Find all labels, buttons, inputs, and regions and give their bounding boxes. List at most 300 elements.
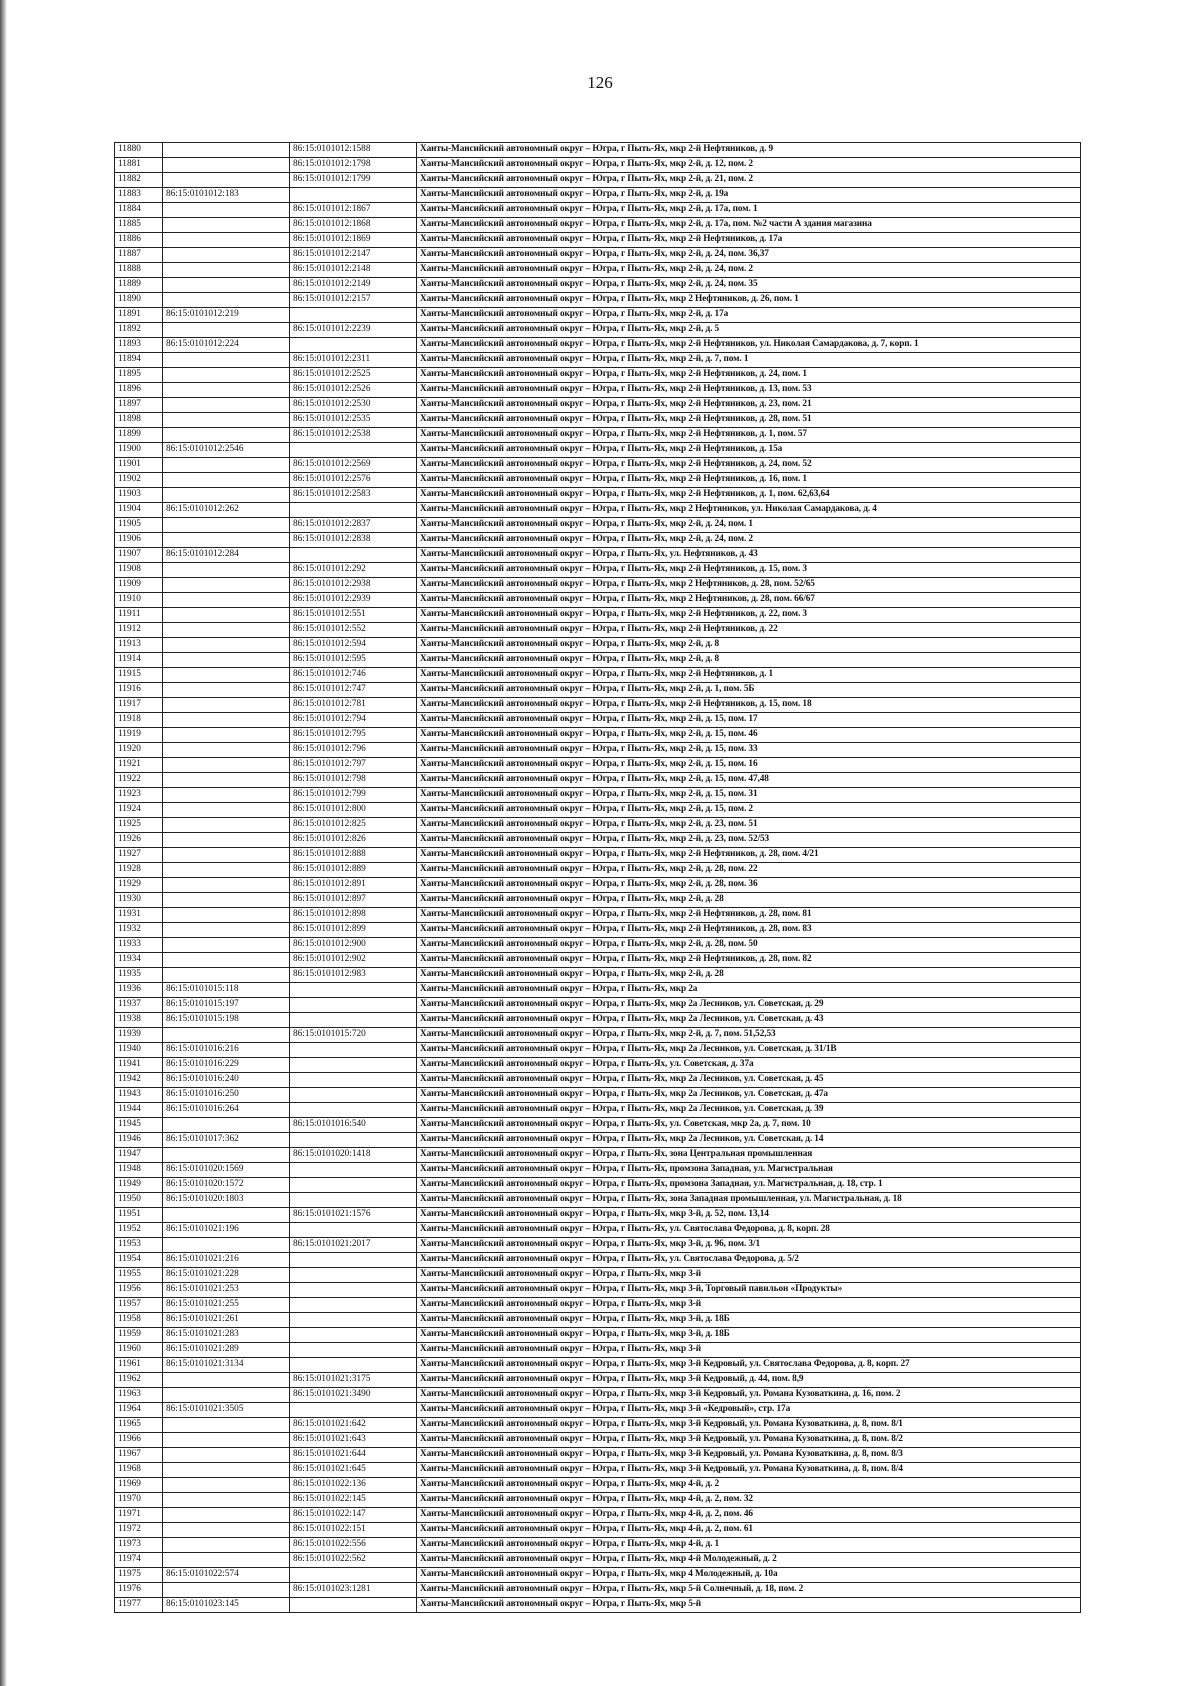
address-cell: Ханты-Мансийский автономный округ – Югра, г Пыть-Ях, мкр 2-й, д. 15, пом. 2	[417, 803, 1081, 818]
address-cell: Ханты-Мансийский автономный округ – Югра, г Пыть-Ях, мкр 2-й Нефтяников, д. 22	[417, 623, 1081, 638]
row-number-cell: 11967	[115, 1448, 163, 1463]
object-cadastral-number-cell	[290, 1268, 417, 1283]
object-cadastral-number-cell	[290, 1178, 417, 1193]
land-cadastral-number-cell	[163, 1388, 290, 1403]
table-row	[115, 1148, 1081, 1163]
land-cadastral-number-cell: 86:15:0101021:196	[163, 1223, 290, 1238]
object-cadastral-number-cell: 86:15:0101012:2838	[290, 533, 417, 548]
land-cadastral-number-cell: 86:15:0101012:284	[163, 548, 290, 563]
land-cadastral-number-cell	[163, 623, 290, 638]
land-cadastral-number-cell	[163, 938, 290, 953]
row-number-cell: 11931	[115, 908, 163, 923]
row-number-cell: 11959	[115, 1328, 163, 1343]
address-cell: Ханты-Мансийский автономный округ – Югра, г Пыть-Ях, мкр 2-й, д. 17а	[417, 308, 1081, 323]
land-cadastral-number-cell	[163, 743, 290, 758]
row-number-cell: 11947	[115, 1148, 163, 1163]
address-cell: Ханты-Мансийский автономный округ – Югра, г Пыть-Ях, зона Центральная промышленная	[417, 1148, 1081, 1163]
address-cell: Ханты-Мансийский автономный округ – Югра, г Пыть-Ях, мкр 2-й, д. 15, пом. 33	[417, 743, 1081, 758]
land-cadastral-number-cell	[163, 413, 290, 428]
address-cell: Ханты-Мансийский автономный округ – Югра, г Пыть-Ях, мкр 2 Нефтяников, д. 28, пом. 52/65	[417, 578, 1081, 593]
address-cell: Ханты-Мансийский автономный округ – Югра, г Пыть-Ях, мкр 2-й, д. 12, пом. 2	[417, 158, 1081, 173]
address-cell: Ханты-Мансийский автономный округ – Югра, г Пыть-Ях, мкр 3-й Кедровый, д. 44, пом. 8,9	[417, 1373, 1081, 1388]
object-cadastral-number-cell: 86:15:0101012:2526	[290, 383, 417, 398]
table-row	[115, 428, 1081, 443]
object-cadastral-number-cell	[290, 1343, 417, 1358]
table-row	[115, 1373, 1081, 1388]
address-cell: Ханты-Мансийский автономный округ – Югра, г Пыть-Ях, ул. Советская, мкр 2а, д. 7, пом. 10	[417, 1118, 1081, 1133]
land-cadastral-number-cell: 86:15:0101012:219	[163, 308, 290, 323]
land-cadastral-number-cell	[163, 323, 290, 338]
address-cell: Ханты-Мансийский автономный округ – Югра, г Пыть-Ях, мкр 2-й, д. 23, пом. 51	[417, 818, 1081, 833]
row-number-cell: 11952	[115, 1223, 163, 1238]
table-row	[115, 998, 1081, 1013]
land-cadastral-number-cell	[163, 263, 290, 278]
land-cadastral-number-cell	[163, 1433, 290, 1448]
land-cadastral-number-cell: 86:15:0101020:1803	[163, 1193, 290, 1208]
land-cadastral-number-cell	[163, 248, 290, 263]
object-cadastral-number-cell	[290, 1598, 417, 1613]
row-number-cell: 11936	[115, 983, 163, 998]
address-cell: Ханты-Мансийский автономный округ – Югра, г Пыть-Ях, мкр 3-й, д. 18Б	[417, 1313, 1081, 1328]
row-number-cell: 11971	[115, 1508, 163, 1523]
address-cell: Ханты-Мансийский автономный округ – Югра, г Пыть-Ях, мкр 2-й, д. 15, пом. 16	[417, 758, 1081, 773]
address-cell: Ханты-Мансийский автономный округ – Югра, г Пыть-Ях, мкр 2а	[417, 983, 1081, 998]
table-row	[115, 173, 1081, 188]
object-cadastral-number-cell: 86:15:0101022:562	[290, 1553, 417, 1568]
address-cell: Ханты-Мансийский автономный округ – Югра, г Пыть-Ях, мкр 4-й, д. 1	[417, 1538, 1081, 1553]
land-cadastral-number-cell	[163, 788, 290, 803]
address-cell: Ханты-Мансийский автономный округ – Югра, г Пыть-Ях, мкр 3-й Кедровый, ул. Романа Кузоваткина, д. 8, пом. 8/1	[417, 1418, 1081, 1433]
object-cadastral-number-cell	[290, 1298, 417, 1313]
row-number-cell: 11928	[115, 863, 163, 878]
row-number-cell: 11883	[115, 188, 163, 203]
land-cadastral-number-cell	[163, 698, 290, 713]
table-row	[115, 278, 1081, 293]
table-row	[115, 818, 1081, 833]
table-row	[115, 653, 1081, 668]
table-row	[115, 143, 1081, 158]
land-cadastral-number-cell: 86:15:0101020:1572	[163, 1178, 290, 1193]
land-cadastral-number-cell	[163, 1493, 290, 1508]
address-cell: Ханты-Мансийский автономный округ – Югра, г Пыть-Ях, мкр 2-й Нефтяников, д. 24, пом. 1	[417, 368, 1081, 383]
table-row	[115, 1133, 1081, 1148]
address-cell: Ханты-Мансийский автономный округ – Югра, г Пыть-Ях, мкр 3-й Кедровый, ул. Святослава Федорова, д. 8, корп. 27	[417, 1358, 1081, 1373]
object-cadastral-number-cell: 86:15:0101012:2939	[290, 593, 417, 608]
table-row	[115, 248, 1081, 263]
land-cadastral-number-cell	[163, 713, 290, 728]
row-number-cell: 11927	[115, 848, 163, 863]
row-number-cell: 11945	[115, 1118, 163, 1133]
row-number-cell: 11956	[115, 1283, 163, 1298]
object-cadastral-number-cell	[290, 188, 417, 203]
table-row	[115, 353, 1081, 368]
object-cadastral-number-cell: 86:15:0101012:1869	[290, 233, 417, 248]
object-cadastral-number-cell: 86:15:0101021:645	[290, 1463, 417, 1478]
table-row	[115, 1463, 1081, 1478]
table-row	[115, 1358, 1081, 1373]
table-row	[115, 803, 1081, 818]
object-cadastral-number-cell	[290, 1328, 417, 1343]
row-number-cell: 11922	[115, 773, 163, 788]
land-cadastral-number-cell	[163, 818, 290, 833]
row-number-cell: 11940	[115, 1043, 163, 1058]
object-cadastral-number-cell	[290, 1163, 417, 1178]
object-cadastral-number-cell: 86:15:0101012:2583	[290, 488, 417, 503]
row-number-cell: 11882	[115, 173, 163, 188]
land-cadastral-number-cell	[163, 1208, 290, 1223]
table-row	[115, 548, 1081, 563]
address-cell: Ханты-Мансийский автономный округ – Югра, г Пыть-Ях, мкр 5-й Солнечный, д. 18, пом. 2	[417, 1583, 1081, 1598]
address-cell: Ханты-Мансийский автономный округ – Югра, г Пыть-Ях, мкр 2-й, д. 7, пом. 1	[417, 353, 1081, 368]
table-row	[115, 1448, 1081, 1463]
land-cadastral-number-cell: 86:15:0101021:253	[163, 1283, 290, 1298]
row-number-cell: 11908	[115, 563, 163, 578]
row-number-cell: 11907	[115, 548, 163, 563]
object-cadastral-number-cell: 86:15:0101021:2017	[290, 1238, 417, 1253]
row-number-cell: 11909	[115, 578, 163, 593]
address-cell: Ханты-Мансийский автономный округ – Югра, г Пыть-Ях, мкр 2а Лесников, ул. Советская, д. 47а	[417, 1088, 1081, 1103]
address-cell: Ханты-Мансийский автономный округ – Югра, г Пыть-Ях, мкр 2а Лесников, ул. Советская, д. 14	[417, 1133, 1081, 1148]
object-cadastral-number-cell	[290, 1103, 417, 1118]
row-number-cell: 11917	[115, 698, 163, 713]
registry-table-body	[115, 143, 1081, 1613]
address-cell: Ханты-Мансийский автономный округ – Югра, г Пыть-Ях, мкр 2-й, д. 28, пом. 50	[417, 938, 1081, 953]
land-cadastral-number-cell: 86:15:0101016:216	[163, 1043, 290, 1058]
address-cell: Ханты-Мансийский автономный округ – Югра, г Пыть-Ях, мкр 2-й, д. 15, пом. 31	[417, 788, 1081, 803]
row-number-cell: 11891	[115, 308, 163, 323]
table-row	[115, 533, 1081, 548]
address-cell: Ханты-Мансийский автономный округ – Югра, г Пыть-Ях, промзона Западная, ул. Магистральная, д. 18, стр. 1	[417, 1178, 1081, 1193]
object-cadastral-number-cell	[290, 503, 417, 518]
address-cell: Ханты-Мансийский автономный округ – Югра, г Пыть-Ях, ул. Советская, д. 37а	[417, 1058, 1081, 1073]
object-cadastral-number-cell: 86:15:0101012:798	[290, 773, 417, 788]
land-cadastral-number-cell	[163, 1463, 290, 1478]
address-cell: Ханты-Мансийский автономный округ – Югра, г Пыть-Ях, мкр 2а Лесников, ул. Советская, д. 31/1В	[417, 1043, 1081, 1058]
object-cadastral-number-cell	[290, 998, 417, 1013]
table-row	[115, 458, 1081, 473]
table-row	[115, 1553, 1081, 1568]
address-cell: Ханты-Мансийский автономный округ – Югра, г Пыть-Ях, мкр 2-й Нефтяников, д. 15, пом. 3	[417, 563, 1081, 578]
table-row	[115, 1238, 1081, 1253]
table-row	[115, 398, 1081, 413]
land-cadastral-number-cell	[163, 1028, 290, 1043]
object-cadastral-number-cell: 86:15:0101021:644	[290, 1448, 417, 1463]
object-cadastral-number-cell: 86:15:0101012:889	[290, 863, 417, 878]
row-number-cell: 11977	[115, 1598, 163, 1613]
address-cell: Ханты-Мансийский автономный округ – Югра, г Пыть-Ях, мкр 3-й «Кедровый», стр. 17а	[417, 1403, 1081, 1418]
table-row	[115, 1478, 1081, 1493]
table-row	[115, 1508, 1081, 1523]
land-cadastral-number-cell	[163, 473, 290, 488]
row-number-cell: 11964	[115, 1403, 163, 1418]
row-number-cell: 11974	[115, 1553, 163, 1568]
land-cadastral-number-cell: 86:15:0101021:3134	[163, 1358, 290, 1373]
table-row	[115, 908, 1081, 923]
row-number-cell: 11902	[115, 473, 163, 488]
land-cadastral-number-cell	[163, 968, 290, 983]
address-cell: Ханты-Мансийский автономный округ – Югра, г Пыть-Ях, мкр 2а Лесников, ул. Советская, д. 29	[417, 998, 1081, 1013]
object-cadastral-number-cell	[290, 308, 417, 323]
table-row	[115, 323, 1081, 338]
object-cadastral-number-cell: 86:15:0101012:2157	[290, 293, 417, 308]
land-cadastral-number-cell	[163, 173, 290, 188]
address-cell: Ханты-Мансийский автономный округ – Югра, г Пыть-Ях, мкр 2-й, д. 7, пом. 51,52,53	[417, 1028, 1081, 1043]
object-cadastral-number-cell	[290, 1058, 417, 1073]
row-number-cell: 11935	[115, 968, 163, 983]
land-cadastral-number-cell	[163, 353, 290, 368]
table-row	[115, 1418, 1081, 1433]
row-number-cell: 11968	[115, 1463, 163, 1478]
land-cadastral-number-cell	[163, 638, 290, 653]
row-number-cell: 11937	[115, 998, 163, 1013]
table-row	[115, 593, 1081, 608]
table-row	[115, 713, 1081, 728]
address-cell: Ханты-Мансийский автономный округ – Югра, г Пыть-Ях, мкр 2-й, д. 15, пом. 47,48	[417, 773, 1081, 788]
table-row	[115, 1298, 1081, 1313]
table-row	[115, 443, 1081, 458]
object-cadastral-number-cell: 86:15:0101012:1798	[290, 158, 417, 173]
land-cadastral-number-cell	[163, 293, 290, 308]
table-row	[115, 758, 1081, 773]
table-row	[115, 1268, 1081, 1283]
land-cadastral-number-cell: 86:15:0101021:3505	[163, 1403, 290, 1418]
land-cadastral-number-cell	[163, 563, 290, 578]
table-row	[115, 1388, 1081, 1403]
table-row	[115, 158, 1081, 173]
table-row	[115, 1088, 1081, 1103]
row-number-cell: 11910	[115, 593, 163, 608]
table-row	[115, 413, 1081, 428]
table-row	[115, 263, 1081, 278]
object-cadastral-number-cell: 86:15:0101012:1868	[290, 218, 417, 233]
row-number-cell: 11965	[115, 1418, 163, 1433]
land-cadastral-number-cell	[163, 1238, 290, 1253]
object-cadastral-number-cell: 86:15:0101012:594	[290, 638, 417, 653]
table-row	[115, 503, 1081, 518]
table-row	[115, 1178, 1081, 1193]
address-cell: Ханты-Мансийский автономный округ – Югра, г Пыть-Ях, мкр 3-й Кедровый, ул. Романа Кузоваткина, д. 16, пом. 2	[417, 1388, 1081, 1403]
land-cadastral-number-cell: 86:15:0101016:240	[163, 1073, 290, 1088]
object-cadastral-number-cell: 86:15:0101012:797	[290, 758, 417, 773]
row-number-cell: 11954	[115, 1253, 163, 1268]
row-number-cell: 11892	[115, 323, 163, 338]
row-number-cell: 11962	[115, 1373, 163, 1388]
row-number-cell: 11901	[115, 458, 163, 473]
object-cadastral-number-cell: 86:15:0101012:292	[290, 563, 417, 578]
table-row	[115, 683, 1081, 698]
row-number-cell: 11938	[115, 1013, 163, 1028]
row-number-cell: 11960	[115, 1343, 163, 1358]
land-cadastral-number-cell	[163, 533, 290, 548]
land-cadastral-number-cell	[163, 758, 290, 773]
object-cadastral-number-cell: 86:15:0101012:2938	[290, 578, 417, 593]
address-cell: Ханты-Мансийский автономный округ – Югра, г Пыть-Ях, мкр 2-й, д. 24, пом. 2	[417, 533, 1081, 548]
object-cadastral-number-cell: 86:15:0101012:1867	[290, 203, 417, 218]
row-number-cell: 11911	[115, 608, 163, 623]
land-cadastral-number-cell	[163, 488, 290, 503]
object-cadastral-number-cell: 86:15:0101012:2530	[290, 398, 417, 413]
table-row	[115, 1523, 1081, 1538]
table-row	[115, 1328, 1081, 1343]
object-cadastral-number-cell: 86:15:0101012:2525	[290, 368, 417, 383]
land-cadastral-number-cell	[163, 1583, 290, 1598]
object-cadastral-number-cell: 86:15:0101012:902	[290, 953, 417, 968]
row-number-cell: 11898	[115, 413, 163, 428]
object-cadastral-number-cell: 86:15:0101012:897	[290, 893, 417, 908]
land-cadastral-number-cell: 86:15:0101012:262	[163, 503, 290, 518]
registry-table	[114, 142, 1081, 1613]
row-number-cell: 11948	[115, 1163, 163, 1178]
object-cadastral-number-cell	[290, 1568, 417, 1583]
land-cadastral-number-cell	[163, 848, 290, 863]
row-number-cell: 11924	[115, 803, 163, 818]
address-cell: Ханты-Мансийский автономный округ – Югра, г Пыть-Ях, мкр 4-й, д. 2, пом. 32	[417, 1493, 1081, 1508]
land-cadastral-number-cell: 86:15:0101016:264	[163, 1103, 290, 1118]
table-row	[115, 743, 1081, 758]
address-cell: Ханты-Мансийский автономный округ – Югра, г Пыть-Ях, ул. Святослава Федорова, д. 8, корп. 28	[417, 1223, 1081, 1238]
object-cadastral-number-cell: 86:15:0101012:796	[290, 743, 417, 758]
row-number-cell: 11946	[115, 1133, 163, 1148]
land-cadastral-number-cell	[163, 1418, 290, 1433]
land-cadastral-number-cell: 86:15:0101023:145	[163, 1598, 290, 1613]
object-cadastral-number-cell: 86:15:0101016:540	[290, 1118, 417, 1133]
land-cadastral-number-cell	[163, 278, 290, 293]
land-cadastral-number-cell: 86:15:0101012:2546	[163, 443, 290, 458]
address-cell: Ханты-Мансийский автономный округ – Югра, г Пыть-Ях, мкр 2-й, д. 28	[417, 968, 1081, 983]
row-number-cell: 11887	[115, 248, 163, 263]
row-number-cell: 11906	[115, 533, 163, 548]
land-cadastral-number-cell	[163, 923, 290, 938]
address-cell: Ханты-Мансийский автономный округ – Югра, г Пыть-Ях, мкр 2-й Нефтяников, д. 28, пом. 51	[417, 413, 1081, 428]
row-number-cell: 11889	[115, 278, 163, 293]
row-number-cell: 11955	[115, 1268, 163, 1283]
row-number-cell: 11926	[115, 833, 163, 848]
object-cadastral-number-cell	[290, 1043, 417, 1058]
address-cell: Ханты-Мансийский автономный округ – Югра, г Пыть-Ях, мкр 2-й Нефтяников, д. 28, пом. 81	[417, 908, 1081, 923]
address-cell: Ханты-Мансийский автономный округ – Югра, г Пыть-Ях, ул. Святослава Федорова, д. 5/2	[417, 1253, 1081, 1268]
row-number-cell: 11899	[115, 428, 163, 443]
row-number-cell: 11918	[115, 713, 163, 728]
land-cadastral-number-cell: 86:15:0101021:228	[163, 1268, 290, 1283]
object-cadastral-number-cell: 86:15:0101012:826	[290, 833, 417, 848]
land-cadastral-number-cell	[163, 593, 290, 608]
table-row	[115, 218, 1081, 233]
row-number-cell: 11966	[115, 1433, 163, 1448]
table-row	[115, 623, 1081, 638]
row-number-cell: 11896	[115, 383, 163, 398]
table-row	[115, 338, 1081, 353]
address-cell: Ханты-Мансийский автономный округ – Югра, г Пыть-Ях, мкр 2-й, д. 28, пом. 36	[417, 878, 1081, 893]
table-row	[115, 518, 1081, 533]
table-row	[115, 983, 1081, 998]
land-cadastral-number-cell	[163, 803, 290, 818]
address-cell: Ханты-Мансийский автономный округ – Югра, г Пыть-Ях, промзона Западная, ул. Магистральная	[417, 1163, 1081, 1178]
row-number-cell: 11895	[115, 368, 163, 383]
table-row	[115, 473, 1081, 488]
table-row	[115, 1493, 1081, 1508]
row-number-cell: 11897	[115, 398, 163, 413]
row-number-cell: 11921	[115, 758, 163, 773]
land-cadastral-number-cell	[163, 1538, 290, 1553]
object-cadastral-number-cell	[290, 1283, 417, 1298]
object-cadastral-number-cell	[290, 1358, 417, 1373]
row-number-cell: 11943	[115, 1088, 163, 1103]
object-cadastral-number-cell: 86:15:0101021:3490	[290, 1388, 417, 1403]
land-cadastral-number-cell	[163, 1523, 290, 1538]
land-cadastral-number-cell	[163, 1148, 290, 1163]
object-cadastral-number-cell: 86:15:0101012:888	[290, 848, 417, 863]
row-number-cell: 11900	[115, 443, 163, 458]
object-cadastral-number-cell: 86:15:0101012:2535	[290, 413, 417, 428]
object-cadastral-number-cell: 86:15:0101012:2239	[290, 323, 417, 338]
address-cell: Ханты-Мансийский автономный округ – Югра, г Пыть-Ях, мкр 2-й Нефтяников, д. 17а	[417, 233, 1081, 248]
address-cell: Ханты-Мансийский автономный округ – Югра, г Пыть-Ях, мкр 2-й Нефтяников, д. 28, пом. 82	[417, 953, 1081, 968]
land-cadastral-number-cell: 86:15:0101020:1569	[163, 1163, 290, 1178]
land-cadastral-number-cell	[163, 398, 290, 413]
table-row	[115, 788, 1081, 803]
land-cadastral-number-cell: 86:15:0101017:362	[163, 1133, 290, 1148]
object-cadastral-number-cell: 86:15:0101012:794	[290, 713, 417, 728]
land-cadastral-number-cell: 86:15:0101021:255	[163, 1298, 290, 1313]
object-cadastral-number-cell: 86:15:0101012:2147	[290, 248, 417, 263]
object-cadastral-number-cell: 86:15:0101012:795	[290, 728, 417, 743]
address-cell: Ханты-Мансийский автономный округ – Югра, г Пыть-Ях, мкр 2-й Нефтяников, д. 24, пом. 52	[417, 458, 1081, 473]
table-row	[115, 563, 1081, 578]
row-number-cell: 11939	[115, 1028, 163, 1043]
address-cell: Ханты-Мансийский автономный округ – Югра, г Пыть-Ях, мкр 3-й Кедровый, ул. Романа Кузоваткина, д. 8, пом. 8/3	[417, 1448, 1081, 1463]
address-cell: Ханты-Мансийский автономный округ – Югра, г Пыть-Ях, мкр 2-й, д. 1, пом. 5Б	[417, 683, 1081, 698]
object-cadastral-number-cell: 86:15:0101012:900	[290, 938, 417, 953]
row-number-cell: 11894	[115, 353, 163, 368]
row-number-cell: 11881	[115, 158, 163, 173]
object-cadastral-number-cell	[290, 1223, 417, 1238]
table-row	[115, 728, 1081, 743]
object-cadastral-number-cell	[290, 1253, 417, 1268]
land-cadastral-number-cell	[163, 908, 290, 923]
address-cell: Ханты-Мансийский автономный округ – Югра, г Пыть-Ях, мкр 2-й, д. 28	[417, 893, 1081, 908]
table-row	[115, 773, 1081, 788]
object-cadastral-number-cell: 86:15:0101021:1576	[290, 1208, 417, 1223]
object-cadastral-number-cell: 86:15:0101012:983	[290, 968, 417, 983]
land-cadastral-number-cell	[163, 1118, 290, 1133]
land-cadastral-number-cell: 86:15:0101016:250	[163, 1088, 290, 1103]
address-cell: Ханты-Мансийский автономный округ – Югра, г Пыть-Ях, мкр 2-й, д. 8	[417, 653, 1081, 668]
row-number-cell: 11893	[115, 338, 163, 353]
address-cell: Ханты-Мансийский автономный округ – Югра, г Пыть-Ях, мкр 2а Лесников, ул. Советская, д. 39	[417, 1103, 1081, 1118]
table-row	[115, 308, 1081, 323]
object-cadastral-number-cell: 86:15:0101012:552	[290, 623, 417, 638]
object-cadastral-number-cell: 86:15:0101012:898	[290, 908, 417, 923]
row-number-cell: 11905	[115, 518, 163, 533]
land-cadastral-number-cell	[163, 203, 290, 218]
land-cadastral-number-cell: 86:15:0101012:224	[163, 338, 290, 353]
land-cadastral-number-cell: 86:15:0101021:283	[163, 1328, 290, 1343]
row-number-cell: 11925	[115, 818, 163, 833]
object-cadastral-number-cell: 86:15:0101012:2148	[290, 263, 417, 278]
address-cell: Ханты-Мансийский автономный округ – Югра, г Пыть-Ях, мкр 4-й Молодежный, д. 2	[417, 1553, 1081, 1568]
land-cadastral-number-cell: 86:15:0101015:197	[163, 998, 290, 1013]
land-cadastral-number-cell	[163, 893, 290, 908]
table-row	[115, 1253, 1081, 1268]
address-cell: Ханты-Мансийский автономный округ – Югра, г Пыть-Ях, мкр 2-й Нефтяников, д. 15а	[417, 443, 1081, 458]
address-cell: Ханты-Мансийский автономный округ – Югра, г Пыть-Ях, мкр 2а Лесников, ул. Советская, д. 43	[417, 1013, 1081, 1028]
address-cell: Ханты-Мансийский автономный округ – Югра, г Пыть-Ях, мкр 2-й, д. 28, пом. 22	[417, 863, 1081, 878]
object-cadastral-number-cell: 86:15:0101012:747	[290, 683, 417, 698]
land-cadastral-number-cell: 86:15:0101015:118	[163, 983, 290, 998]
address-cell: Ханты-Мансийский автономный округ – Югра, г Пыть-Ях, мкр 2 Нефтяников, д. 26, пом. 1	[417, 293, 1081, 308]
land-cadastral-number-cell	[163, 383, 290, 398]
table-row	[115, 848, 1081, 863]
